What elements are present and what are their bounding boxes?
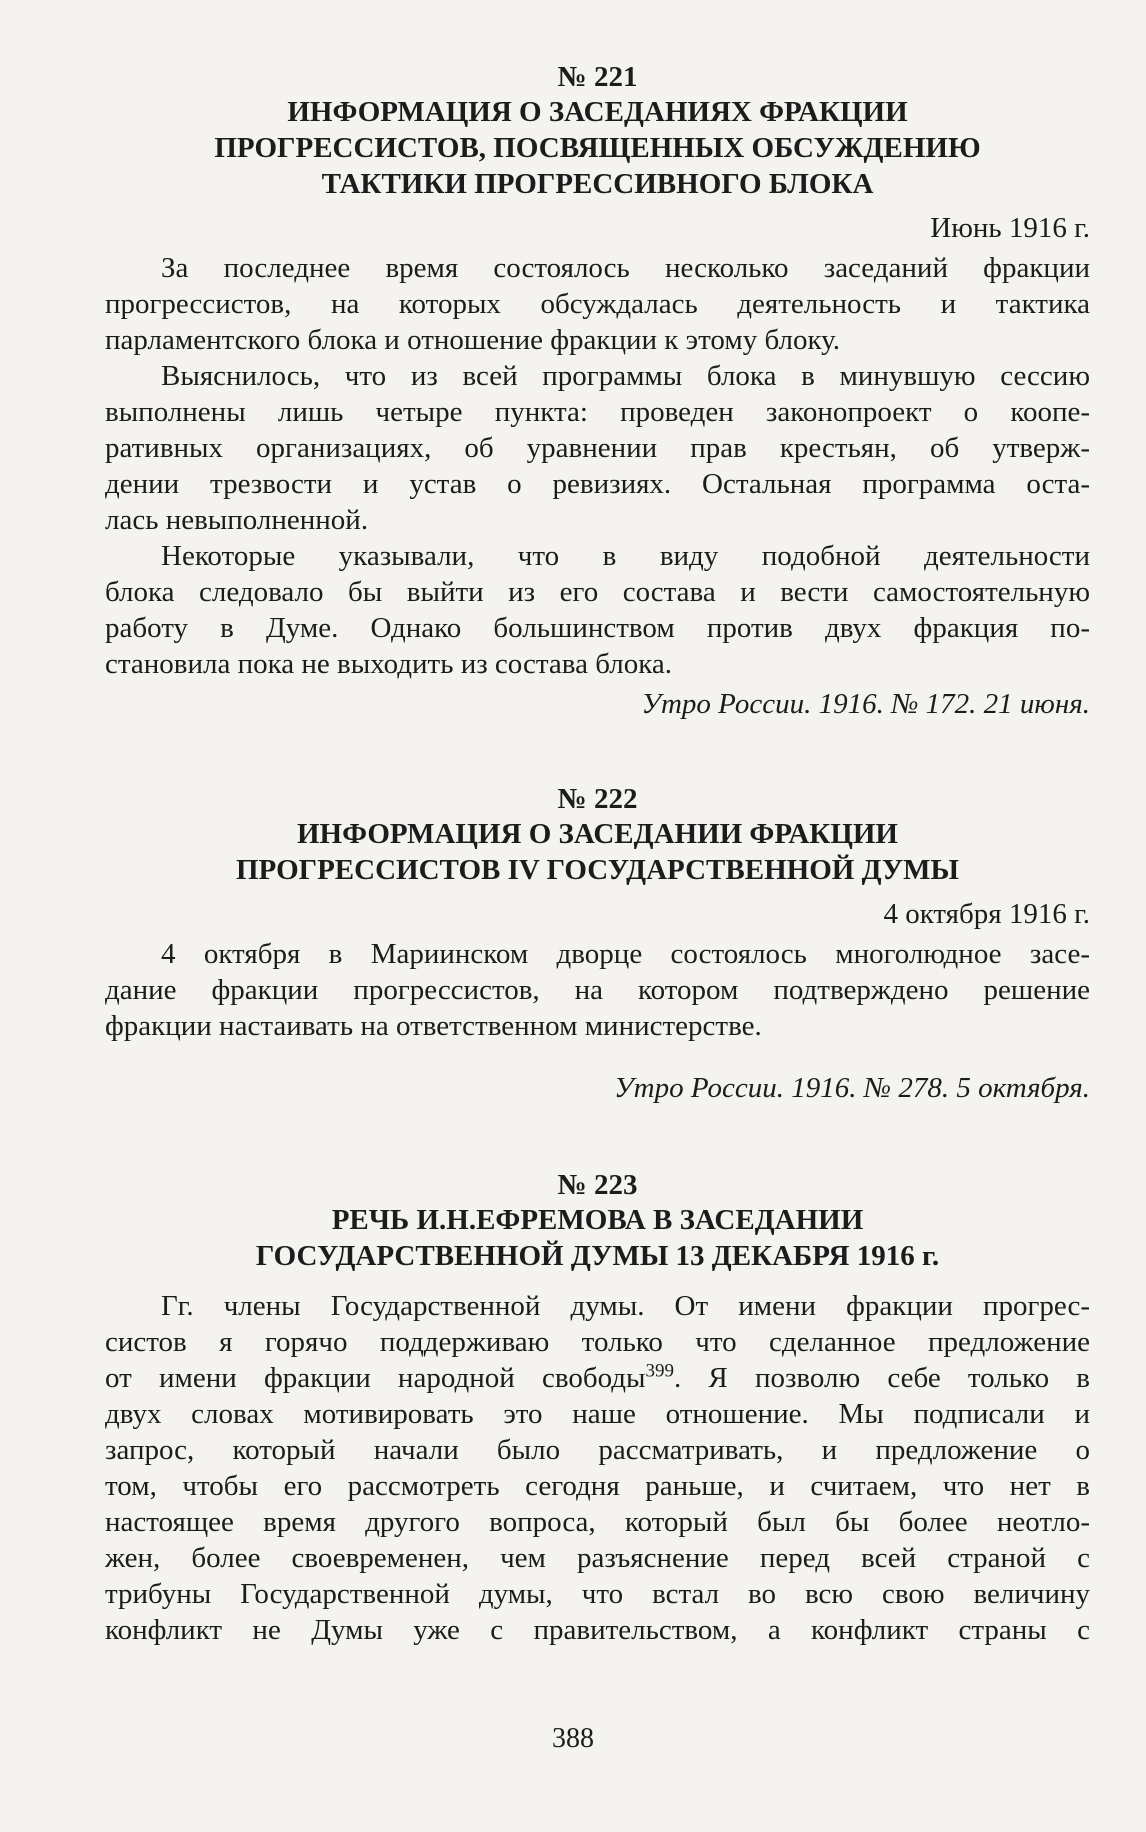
source-citation: Утро России. 1916. № 172. 21 июня. (641, 688, 1090, 720)
text-line: том, чтобы его рассмотреть сегодня раньше, и считаем, что нет в (105, 1470, 1090, 1502)
text-line: систов я горячо поддерживаю только что сделанное предложение (105, 1326, 1090, 1358)
text-line: работу в Думе. Однако большинством против двух фракция по- (105, 612, 1090, 644)
document-date: 4 октября 1916 г. (883, 898, 1090, 930)
text-line: прогрессистов, на которых обсуждалась деятельность и тактика (105, 288, 1090, 320)
text-line: становила пока не выходить из состава блока. (105, 648, 672, 680)
document-number: № 223 (557, 1169, 638, 1201)
paragraph (105, 936, 1090, 1044)
document-223 (105, 1168, 1090, 1648)
title-line: ТАКТИКИ ПРОГРЕССИВНОГО БЛОКА (321, 168, 874, 200)
text-line: фракции настаивать на ответственном министерстве. (105, 1010, 762, 1042)
document-221 (105, 60, 1090, 722)
text-line: парламентского блока и отношение фракции к этому блоку. (105, 324, 840, 356)
text-line: жен, более своевременен, чем разъяснение перед всей страной с (105, 1542, 1090, 1574)
source-citation: Утро России. 1916. № 278. 5 октября. (614, 1072, 1090, 1104)
text-line: лась невыполненной. (105, 504, 369, 536)
document-222 (105, 782, 1090, 1106)
text-fragment: от имени фракции народной свободы (105, 1362, 646, 1394)
text-line: выполнены лишь четыре пункта: проведен законопроект о коопе- (105, 396, 1090, 428)
text-line: настоящее время другого вопроса, который был бы более неотло- (105, 1506, 1090, 1538)
text-line: трибуны Государственной думы, что встал во всю свою величину (105, 1578, 1090, 1610)
text-line: блока следовало бы выйти из его состава и вести самостоятельную (105, 576, 1090, 608)
text-line: За последнее время состоялось несколько заседаний фракции (161, 252, 1090, 284)
text-line: Некоторые указывали, что в виду подобной деятельности (161, 540, 1090, 572)
text-line: Выяснилось, что из всей программы блока в минувшую сессию (161, 360, 1090, 392)
title-line: ИНФОРМАЦИЯ О ЗАСЕДАНИЯХ ФРАКЦИИ (287, 96, 908, 128)
text-line: 4 октября в Мариинском дворце состоялось многолюдное засе- (161, 938, 1090, 970)
paragraph (105, 1288, 1090, 1648)
text-fragment: . Я позволю себе только в (674, 1362, 1090, 1394)
title-line: ГОСУДАРСТВЕННОЙ ДУМЫ 13 ДЕКАБРЯ 1916 г. (255, 1240, 940, 1272)
title-line: РЕЧЬ И.Н.ЕФРЕМОВА В ЗАСЕДАНИИ (331, 1204, 864, 1236)
document-title (105, 816, 1090, 888)
text-line: Гг. члены Государственной думы. От имени фракции прогрес- (161, 1290, 1090, 1322)
document-date: Июнь 1916 г. (930, 212, 1090, 244)
text-line: дении трезвости и устав о ревизиях. Остальная программа оста- (105, 468, 1090, 500)
document-number: № 222 (557, 783, 638, 815)
document-title (105, 94, 1090, 202)
document-title (105, 1202, 1090, 1274)
title-line: ПРОГРЕССИСТОВ, ПОСВЯЩЕННЫХ ОБСУЖДЕНИЮ (214, 132, 981, 164)
text-line: конфликт не Думы уже с правительством, а конфликт страны с (105, 1614, 1090, 1646)
text-line: дание фракции прогрессистов, на котором подтверждено решение (105, 974, 1090, 1006)
text-line: ративных организациях, об уравнении прав крестьян, об утверж- (105, 432, 1090, 464)
text-line (105, 1360, 1090, 1396)
paragraph (105, 538, 1090, 682)
text-line: запрос, который начали было рассматривать, и предложение о (105, 1434, 1090, 1466)
page-number: 388 (552, 1723, 594, 1754)
page-content (105, 60, 1090, 1648)
document-number: № 221 (557, 61, 638, 93)
footnote-ref: 399 (645, 1360, 674, 1382)
title-line: ПРОГРЕССИСТОВ IV ГОСУДАРСТВЕННОЙ ДУМЫ (235, 854, 960, 886)
paragraph (105, 250, 1090, 358)
paragraph (105, 358, 1090, 538)
title-line: ИНФОРМАЦИЯ О ЗАСЕДАНИИ ФРАКЦИИ (297, 818, 898, 850)
text-line: двух словах мотивировать это наше отношение. Мы подписали и (105, 1398, 1090, 1430)
